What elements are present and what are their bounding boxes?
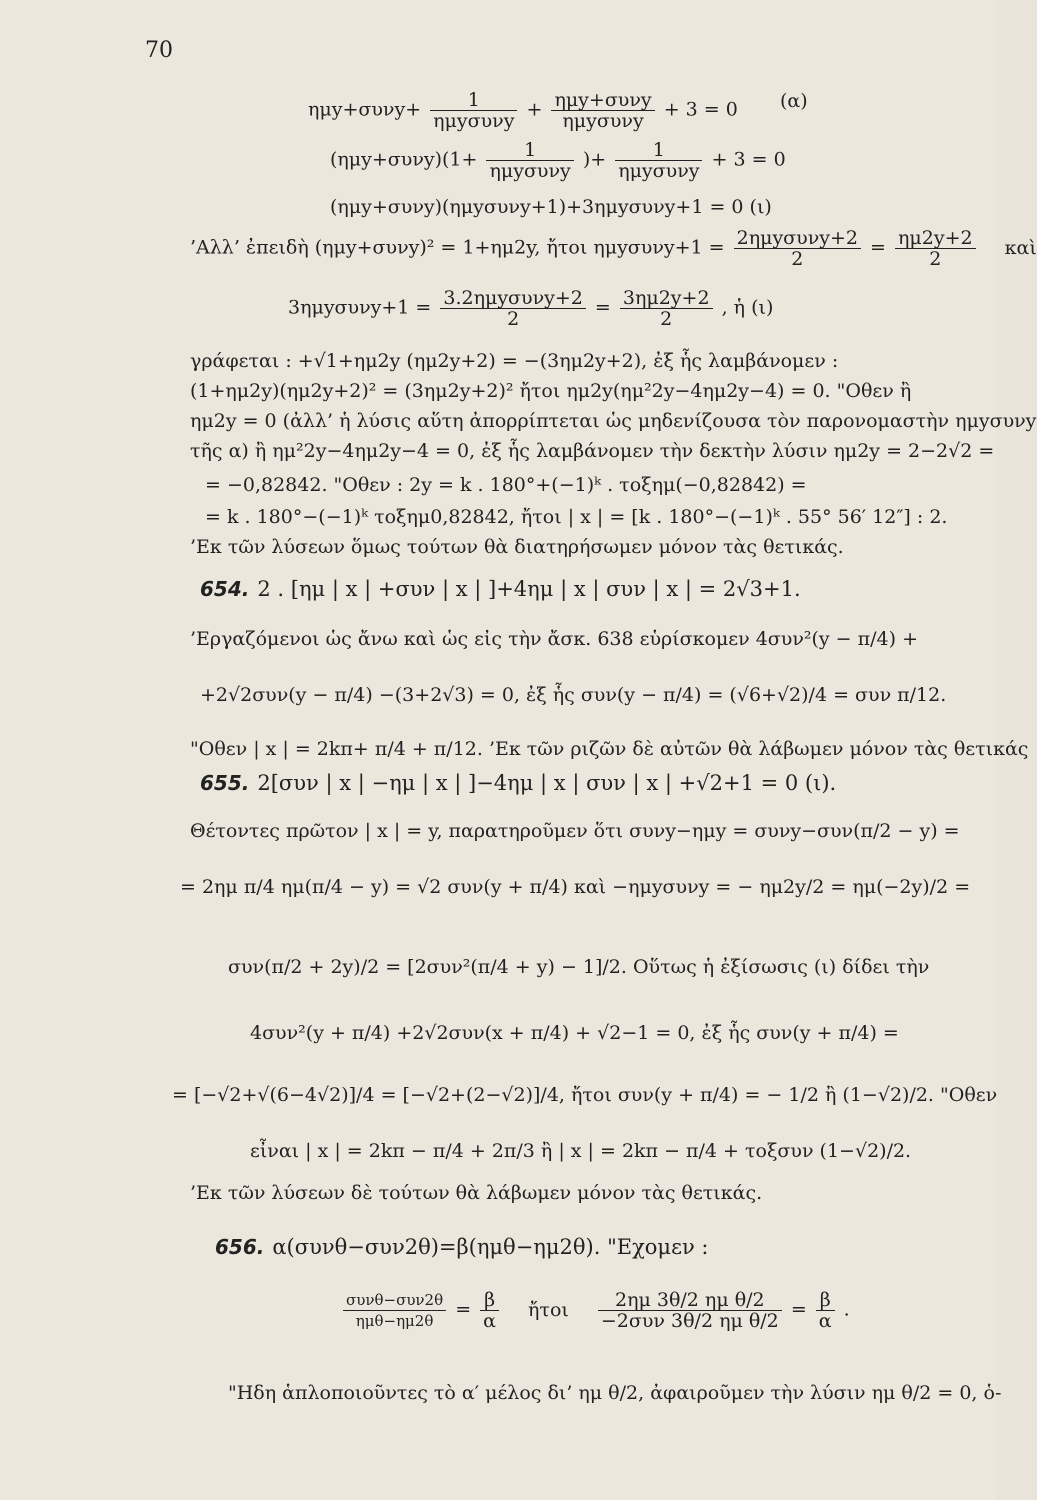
eq-part: καὶ — [1004, 236, 1037, 259]
text-line: = [−√2+√(6−4√2)]/4 = [−√2+(2−√2)]/4, ἤτοι συν(y + π/4) = − 1/2 ἢ (1−√2)/2. "Οθεν — [172, 1084, 998, 1106]
text-line: = 2ημ π/4 ημ(π/4 − y) = √2 συν(y + π/4) καὶ −ημyσυνy = − ημ2y/2 = ημ(−2y)/2 = — [180, 876, 971, 898]
eq-part: + 3 = 0 — [711, 148, 786, 171]
numerator: ημ2y+2 — [895, 228, 976, 249]
text-line: εἶναι | x | = 2kπ − π/4 + 2π/3 ἢ | x | = 2kπ − π/4 + τοξσυν (1−√2)/2. — [250, 1140, 912, 1162]
text-line: = k . 180°−(−1)ᵏ τοξημ0,82842, ἤτοι | x | = [k . 180°−(−1)ᵏ . 55° 56′ 12″] : 2. — [205, 506, 948, 528]
eq-part: ημy+συνy+ — [308, 98, 422, 121]
eq-part: = — [790, 1298, 807, 1321]
eq-part: , ἡ (ι) — [721, 296, 774, 319]
numerator: 1 — [615, 140, 702, 161]
text-line: (1+ημ2y)(ημ2y+2)² = (3ημ2y+2)² ἤτοι ημ2y(ημ²2y−4ημ2y−4) = 0. "Οθεν ἢ — [190, 380, 912, 402]
fraction — [551, 90, 654, 131]
fraction — [430, 90, 517, 131]
fraction — [816, 1290, 835, 1331]
equation-alpha — [308, 90, 738, 131]
problem-655 — [200, 772, 836, 794]
denominator: 2 — [929, 248, 942, 270]
text-line: γράφεται : +√1+ημ2y (ημ2y+2) = −(3ημ2y+2), ἐξ ἧς λαμβάνομεν : — [190, 350, 839, 372]
eq-part: )+ — [582, 148, 607, 171]
numerator: 1 — [430, 90, 517, 111]
text-line: συν(π/2 + 2y)/2 = [2συν²(π/4 + y) − 1]/2. Οὕτως ἡ ἐξίσωσις (ι) δίδει τὴν — [228, 956, 930, 978]
denominator: α — [818, 1310, 832, 1332]
numerator: ημy+συνy — [551, 90, 654, 111]
text-line: ημ2y = 0 (ἀλλ’ ἡ λύσις αὕτη ἀπορρίπτεται ὡς μηδενίζουσα τὸν παρονομαστὴν ημyσυνy — [190, 410, 1037, 432]
text-line: 4συν²(y + π/4) +2√2συν(x + π/4) + √2−1 = 0, ἐξ ἧς συν(y + π/4) = — [250, 1022, 899, 1044]
fraction — [343, 1290, 446, 1331]
denominator: ημyσυνy — [618, 160, 700, 182]
problem-656 — [215, 1236, 708, 1258]
problem-equation: 2[συν | x | −ημ | x | ]−4ημ | x | συν | x | +√2+1 = 0 (ι). — [257, 771, 837, 795]
denominator: ημθ−ημ2θ — [355, 1312, 434, 1330]
denominator: ημyσυνy — [489, 160, 571, 182]
denominator: 2 — [660, 308, 673, 330]
eq-part: . — [843, 1298, 850, 1321]
eq-part: = — [455, 1298, 472, 1321]
fraction — [486, 140, 573, 181]
text-line: "Ηδη ἁπλοποιοῦντες τὸ α′ μέλος δι’ ημ θ/2, ἀφαιροῦμεν τὴν λύσιν ημ θ/2 = 0, ὁ- — [228, 1382, 1002, 1404]
problem-number: 654. — [200, 577, 250, 601]
text-line: ’Εκ τῶν λύσεων δὲ τούτων θὰ λάβωμεν μόνον τὰς θετικάς. — [190, 1182, 763, 1204]
text-line: τῆς α) ἢ ημ²2y−4ημ2y−4 = 0, ἐξ ἧς λαμβάνομεν τὴν δεκτὴν λύσιν ημ2y = 2−2√2 = — [190, 440, 995, 462]
eq-part: 3ημyσυνy+1 = — [288, 296, 432, 319]
numerator: β — [480, 1290, 499, 1311]
equation-5 — [288, 288, 773, 329]
problem-equation: α(συνθ−συν2θ)=β(ημθ−ημ2θ). "Εχομεν : — [272, 1235, 709, 1259]
fraction — [480, 1290, 499, 1331]
denominator: 2 — [507, 308, 520, 330]
fraction — [734, 228, 861, 269]
fraction — [598, 1290, 782, 1331]
denominator: ημyσυνy — [433, 110, 515, 132]
eq-part: + — [526, 98, 543, 121]
equation-tag-alpha: (α) — [780, 90, 808, 112]
fraction — [440, 288, 586, 329]
equation-656 — [340, 1290, 850, 1331]
eq-part: = — [870, 236, 886, 259]
denominator: ημyσυνy — [562, 110, 644, 132]
text-line: Θέτοντες πρῶτον | x | = y, παρατηροῦμεν ὅτι συνy−ημy = συνy−συν(π/2 − y) = — [190, 820, 960, 842]
text-line: ’Εργαζόμενοι ὡς ἄνω καὶ ὡς εἰς τὴν ἄσκ. 638 εὑρίσκομεν 4συν²(y − π/4) + — [190, 628, 918, 650]
denominator: 2 — [791, 248, 804, 270]
numerator: 3ημ2y+2 — [620, 288, 713, 309]
text-line: +2√2συν(y − π/4) −(3+2√3) = 0, ἐξ ἧς συν(y − π/4) = (√6+√2)/4 = συν π/12. — [200, 684, 947, 706]
fraction — [895, 228, 976, 269]
eq-part: (ημy+συνy)(1+ — [330, 148, 478, 171]
numerator: συνθ−συν2θ — [343, 1290, 446, 1311]
text-line-4 — [190, 228, 1037, 269]
denominator: −2συν 3θ/2 ημ θ/2 — [600, 1310, 779, 1332]
fraction — [615, 140, 702, 181]
problem-number: 655. — [200, 771, 250, 795]
eq-part: = — [594, 296, 611, 319]
eq-part: ἤτοι — [528, 1298, 569, 1321]
numerator: β — [816, 1290, 835, 1311]
page-number: 70 — [145, 38, 173, 63]
text-line: ’Εκ τῶν λύσεων ὅμως τούτων θὰ διατηρήσωμεν μόνον τὰς θετικάς. — [190, 536, 844, 558]
problem-number: 656. — [215, 1235, 265, 1259]
fraction — [620, 288, 713, 329]
text-line: "Οθεν | x | = 2kπ+ π/4 + π/12. ’Εκ τῶν ριζῶν δὲ αὐτῶν θὰ λάβωμεν μόνον τὰς θετικάς — [190, 738, 1029, 760]
problem-equation: 2 . [ημ | x | +συν | x | ]+4ημ | x | συν | x | = 2√3+1. — [257, 577, 801, 601]
problem-654 — [200, 578, 801, 600]
numerator: 3.2ημyσυνy+2 — [440, 288, 586, 309]
equation-iota: (ημy+συνy)(ημyσυνy+1)+3ημyσυνy+1 = 0 (ι) — [330, 196, 772, 218]
eq-part: ’Αλλ’ ἐπειδὴ (ημy+συνy)² = 1+ημ2y, ἤτοι ημyσυνy+1 = — [190, 236, 725, 259]
eq-part: + 3 = 0 — [663, 98, 738, 121]
numerator: 1 — [486, 140, 573, 161]
numerator: 2ημ 3θ/2 ημ θ/2 — [598, 1290, 782, 1311]
equation-2 — [330, 140, 786, 181]
text-line: = −0,82842. "Οθεν : 2y = k . 180°+(−1)ᵏ . τοξημ(−0,82842) = — [205, 474, 807, 496]
numerator: 2ημyσυνy+2 — [734, 228, 861, 249]
denominator: α — [483, 1310, 496, 1332]
